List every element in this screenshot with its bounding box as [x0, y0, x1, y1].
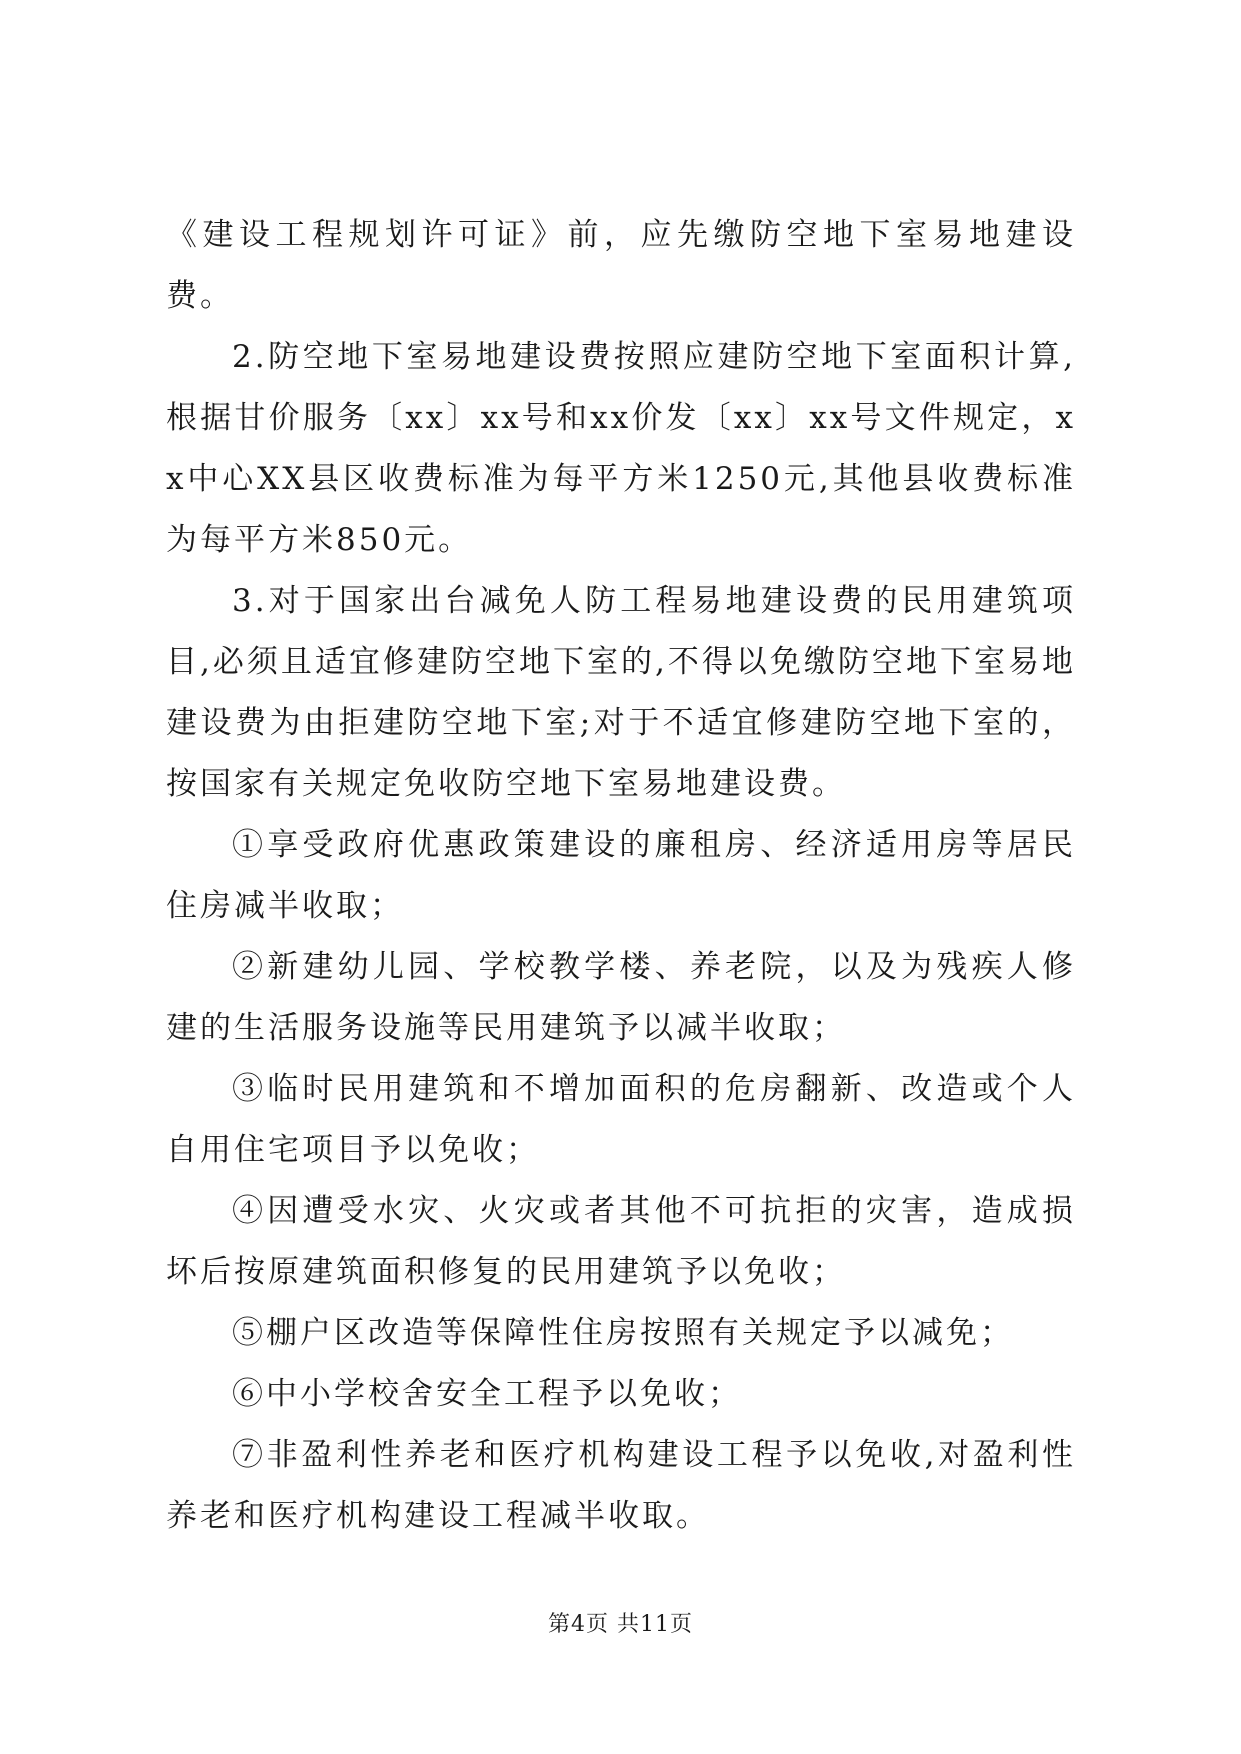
list-item-4: ④因遭受水灾、火灾或者其他不可抗拒的灾害，造成损坏后按原建筑面积修复的民用建筑予以免收；	[166, 1193, 1076, 1290]
list-item-1: ①享受政府优惠政策建设的廉租房、经济适用房等居民住房减半收取；	[166, 827, 1076, 924]
paragraph-item-3-reduction-policy: 3.对于国家出台减免人防工程易地建设费的民用建筑项目,必须且适宜修建防空地下室的,不得以免缴防空地下室易地建设费为由拒建防空地下室;对于不适宜修建防空地下室的，按国家有关规定免收防空地下室易地建设费。	[166, 583, 1076, 802]
page-number-footer: 第4页 共11页	[548, 1612, 693, 1637]
document-body	[166, 205, 1076, 1547]
paragraph-item-2-fee-standard: 2.防空地下室易地建设费按照应建防空地下室面积计算,根据甘价服务〔xx〕xx号和xx价发〔xx〕xx号文件规定，xx中心XX县区收费标准为每平方米1250元,其他县收费标准为每平方米850元。	[166, 339, 1076, 558]
paragraph-continuation: 《建设工程规划许可证》前，应先缴防空地下室易地建设费。	[166, 217, 1076, 314]
list-item-5: ⑤棚户区改造等保障性住房按照有关规定予以减免；	[232, 1315, 1014, 1351]
list-item-6: ⑥中小学校舍安全工程予以免收；	[232, 1376, 742, 1412]
list-item-3: ③临时民用建筑和不增加面积的危房翻新、改造或个人自用住宅项目予以免收；	[166, 1071, 1076, 1168]
list-item-7: ⑦非盈利性养老和医疗机构建设工程予以免收,对盈利性养老和医疗机构建设工程减半收取。	[166, 1437, 1076, 1534]
list-item-2: ②新建幼儿园、学校教学楼、养老院，以及为残疾人修建的生活服务设施等民用建筑予以减半收取；	[166, 949, 1076, 1046]
